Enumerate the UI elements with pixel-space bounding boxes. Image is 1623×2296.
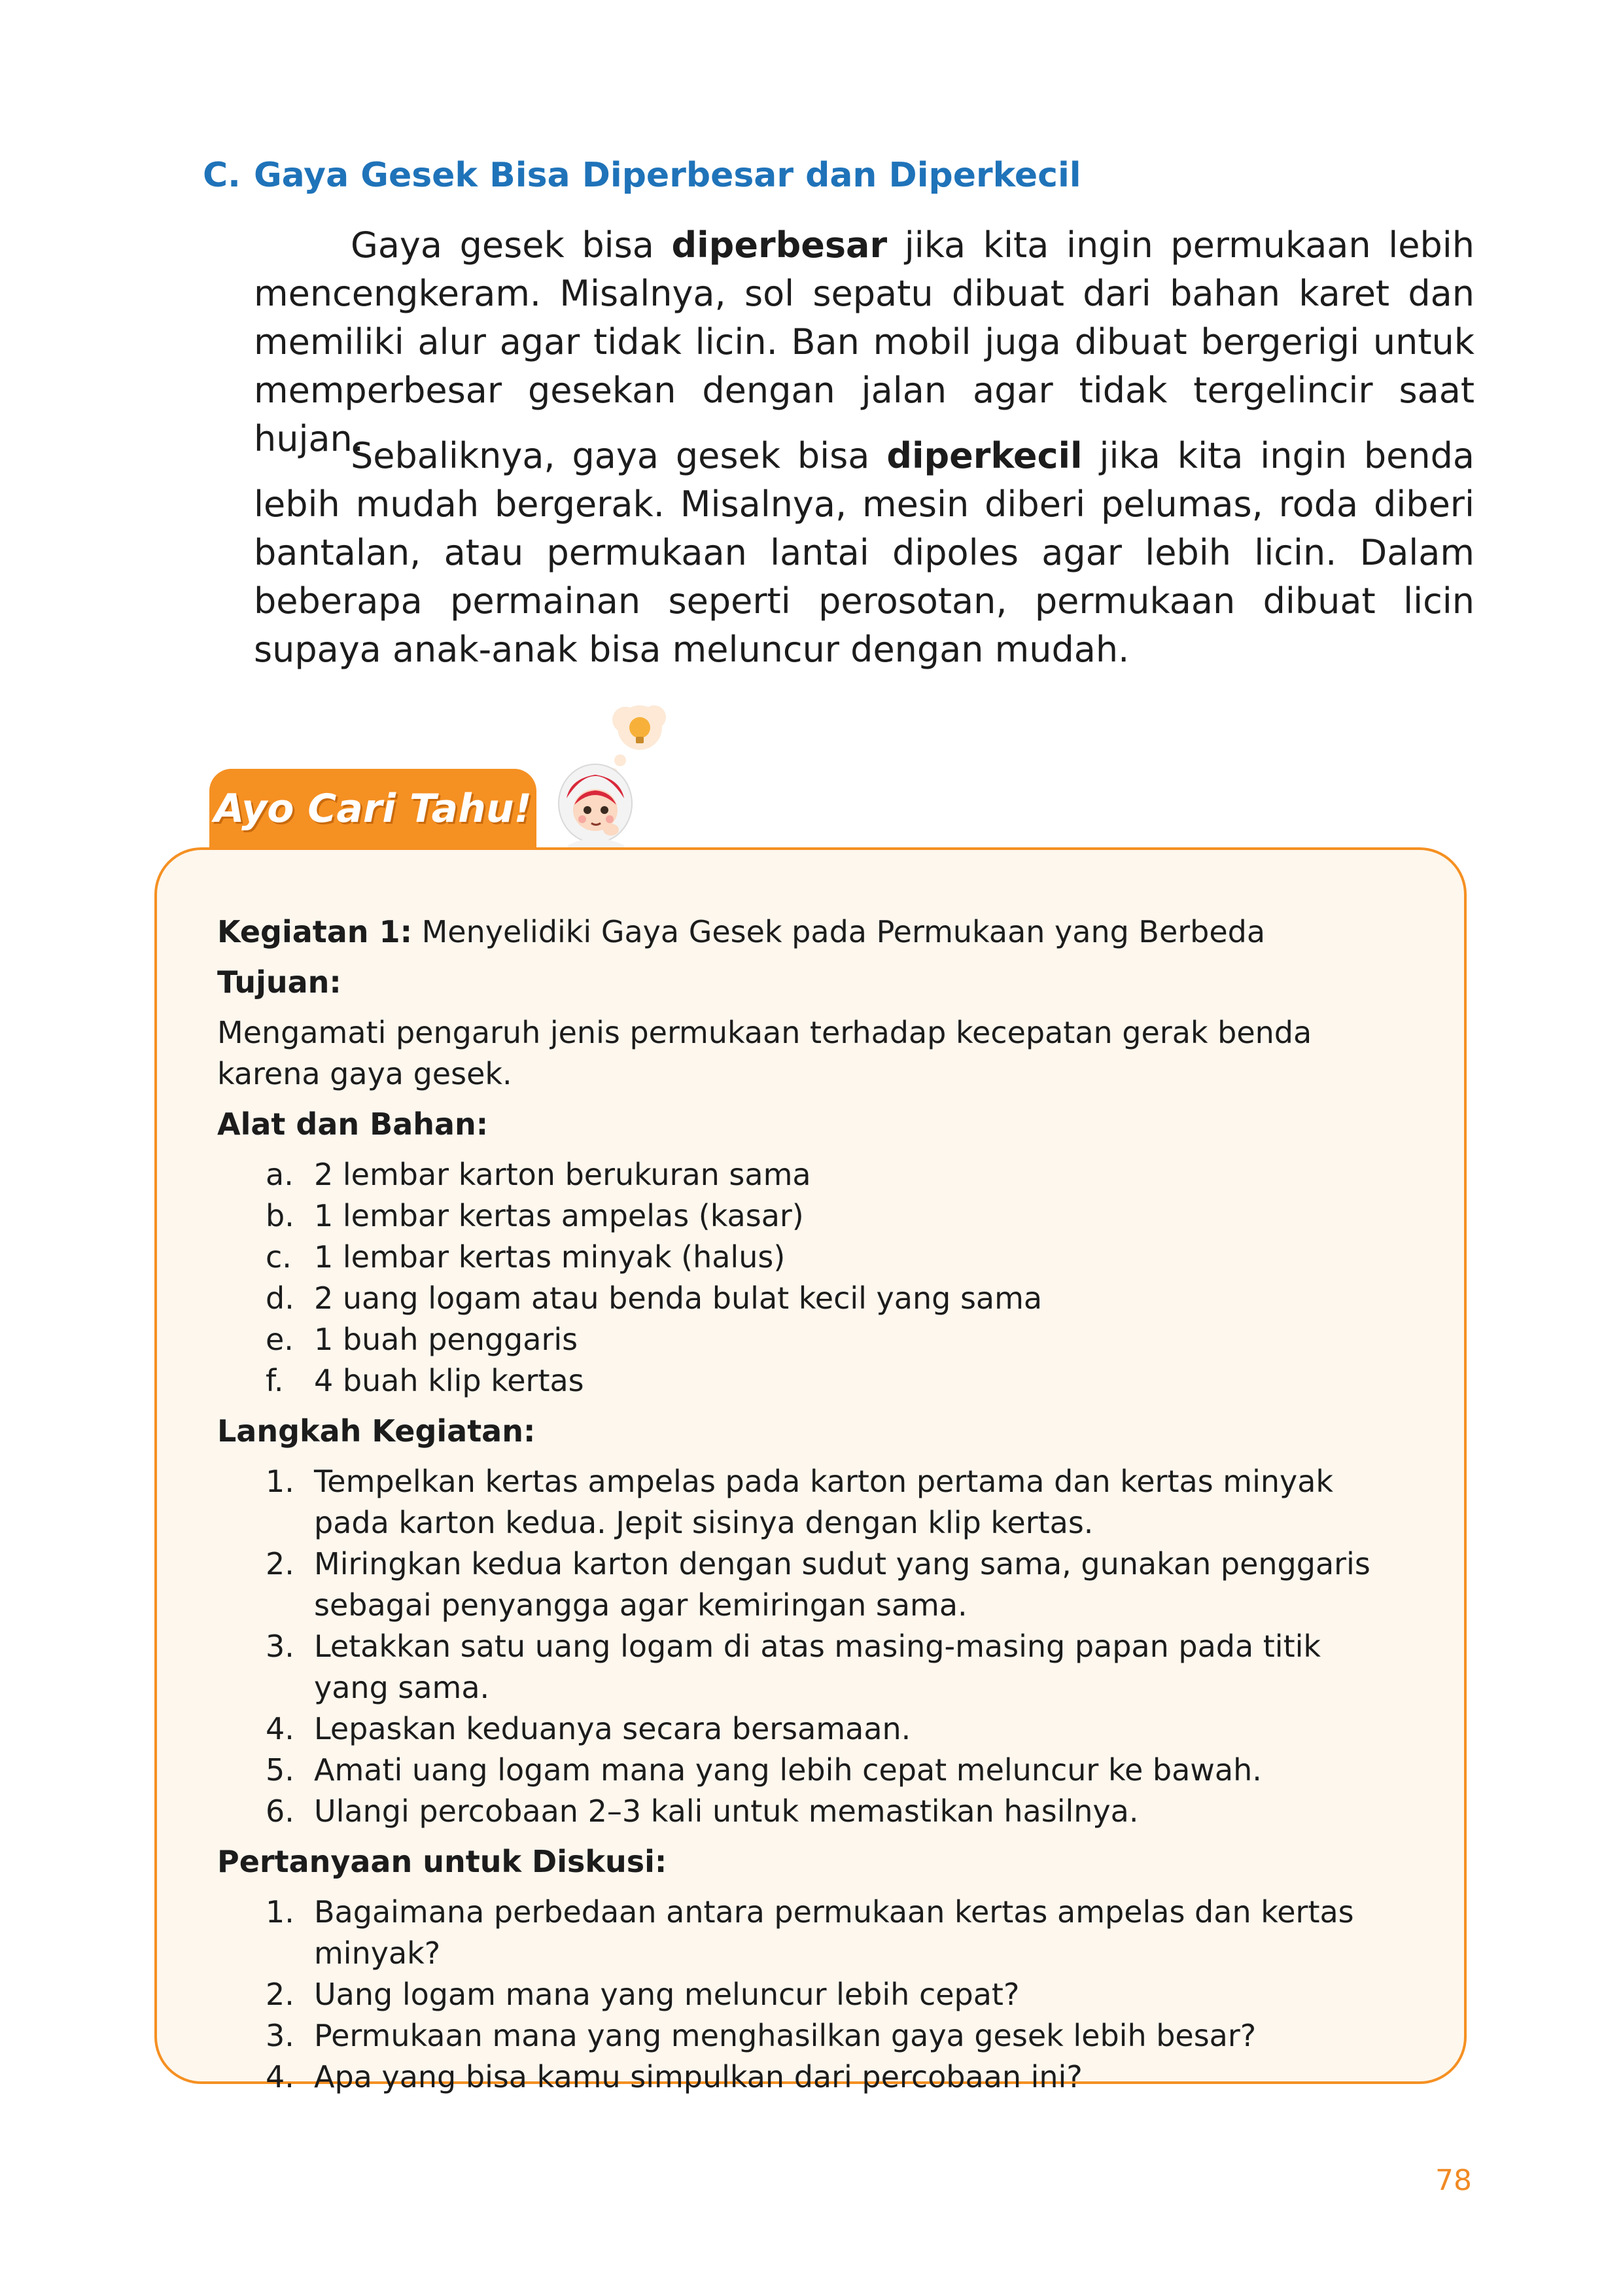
paragraph-diperbesar (254, 221, 1475, 463)
list-item-text: Permukaan mana yang menghasilkan gaya gesek lebih besar? (314, 2018, 1257, 2053)
list-marker: d. (266, 1280, 294, 1316)
list-item-text: Lepaskan keduanya secara bersamaan. (314, 1711, 911, 1746)
list-item (217, 1195, 1395, 1237)
girl-character-icon (559, 764, 632, 857)
mascot-girl-thinking-illustration (548, 694, 692, 857)
langkah-heading: Langkah Kegiatan: (217, 1413, 536, 1449)
list-item (217, 1544, 1395, 1626)
list-marker: 4. (266, 2059, 294, 2094)
list-item-text: Letakkan satu uang logam di atas masing-masing papan pada titik yang sama. (314, 1629, 1321, 1705)
alat-list (217, 1154, 1395, 1402)
tujuan-text: Mengamati pengaruh jenis permukaan terhadap kecepatan gerak benda karena gaya gesek. (217, 1015, 1312, 1091)
kegiatan-title: Menyelidiki Gaya Gesek pada Permukaan yang Berbeda (411, 914, 1266, 949)
section-title: Gaya Gesek Bisa Diperbesar dan Diperkecil (254, 156, 1081, 195)
list-item (217, 1791, 1395, 1832)
list-item (217, 1750, 1395, 1791)
list-item-text: 2 uang logam atau benda bulat kecil yang sama (314, 1280, 1043, 1316)
diskusi-heading: Pertanyaan untuk Diskusi: (217, 1844, 667, 1879)
list-item (217, 2015, 1395, 2057)
list-item (217, 2057, 1395, 2098)
activity-tab (209, 769, 536, 854)
tujuan-heading: Tujuan: (217, 964, 341, 1000)
list-item-text: Ulangi percobaan 2–3 kali untuk memastikan hasilnya. (314, 1793, 1139, 1829)
idea-thought-bubble-icon (610, 705, 666, 776)
section-letter: C. (203, 156, 241, 195)
list-marker: 4. (266, 1711, 294, 1746)
list-item-text: Amati uang logam mana yang lebih cepat meluncur ke bawah. (314, 1752, 1262, 1788)
list-marker: c. (266, 1239, 292, 1275)
paragraph-1-after: jika kita ingin permukaan lebih mencengkeram. Misalnya, sol sepatu dibuat dari bahan karet dan memiliki alur agar tidak licin. Ban mobil juga dibuat bergerigi untuk memperbesar gesekan dengan jalan agar tidak tergelincir saat hujan. (254, 224, 1475, 459)
paragraph-1-before: Gaya gesek bisa (351, 224, 672, 266)
list-item-text: Miringkan kedua karton dengan sudut yang sama, gunakan penggaris sebagai penyangga agar kemiringan sama. (314, 1546, 1370, 1623)
list-marker: f. (266, 1363, 284, 1398)
list-item-text: Tempelkan kertas ampelas pada karton pertama dan kertas minyak pada karton kedua. Jepit sisinya dengan klip kertas. (314, 1464, 1334, 1540)
list-marker: 2. (266, 1546, 294, 1581)
activity-content (217, 911, 1395, 2098)
list-item (217, 1319, 1395, 1360)
kegiatan-line (217, 911, 1395, 953)
list-item-text: Uang logam mana yang meluncur lebih cepat? (314, 1977, 1020, 2012)
list-item (217, 1237, 1395, 1278)
list-item (217, 1626, 1395, 1708)
paragraph-2-after: jika kita ingin benda lebih mudah bergerak. Misalnya, mesin diberi pelumas, roda diberi bantalan, atau permukaan lantai dipoles agar lebih licin. Dalam beberapa permainan seperti perosotan, permukaan dibuat licin supaya anak-anak bisa meluncur dengan mudah. (254, 435, 1475, 670)
langkah-list (217, 1461, 1395, 1832)
alat-heading: Alat dan Bahan: (217, 1106, 489, 1142)
list-item (217, 1278, 1395, 1319)
activity-box (154, 847, 1467, 2094)
list-marker: 3. (266, 1629, 294, 1664)
list-item-text: 2 lembar karton berukuran sama (314, 1157, 811, 1192)
list-marker: 6. (266, 1793, 294, 1829)
list-item (217, 1461, 1395, 1544)
page-number: 78 (1435, 2164, 1472, 2197)
paragraph-2-before: Sebaliknya, gaya gesek bisa (351, 435, 887, 476)
activity-tab-label: Ayo Cari Tahu! (214, 786, 532, 832)
paragraph-1-bold: diperbesar (671, 224, 888, 266)
list-marker: 1. (266, 1464, 294, 1499)
list-item-text: 1 lembar kertas minyak (halus) (314, 1239, 786, 1275)
list-item (217, 1892, 1395, 1974)
paragraph-2-bold: diperkecil (886, 435, 1083, 476)
list-marker: 3. (266, 2018, 294, 2053)
list-marker: 1. (266, 1894, 294, 1930)
diskusi-list (217, 1892, 1395, 2098)
list-item (217, 1360, 1395, 1402)
list-item-text: 4 buah klip kertas (314, 1363, 584, 1398)
list-marker: a. (266, 1157, 294, 1192)
paragraph-diperkecil (254, 432, 1475, 674)
list-marker: b. (266, 1198, 294, 1233)
list-item-text: 1 lembar kertas ampelas (kasar) (314, 1198, 804, 1233)
list-item (217, 1708, 1395, 1750)
list-marker: 2. (266, 1977, 294, 2012)
list-item (217, 1154, 1395, 1195)
list-marker: 5. (266, 1752, 294, 1788)
list-item-text: Apa yang bisa kamu simpulkan dari percobaan ini? (314, 2059, 1083, 2094)
kegiatan-label: Kegiatan 1: (217, 914, 412, 949)
list-item-text: Bagaimana perbedaan antara permukaan kertas ampelas dan kertas minyak? (314, 1894, 1354, 1971)
list-item (217, 1974, 1395, 2015)
list-marker: e. (266, 1322, 294, 1357)
list-item-text: 1 buah penggaris (314, 1322, 578, 1357)
section-heading (203, 156, 1081, 195)
